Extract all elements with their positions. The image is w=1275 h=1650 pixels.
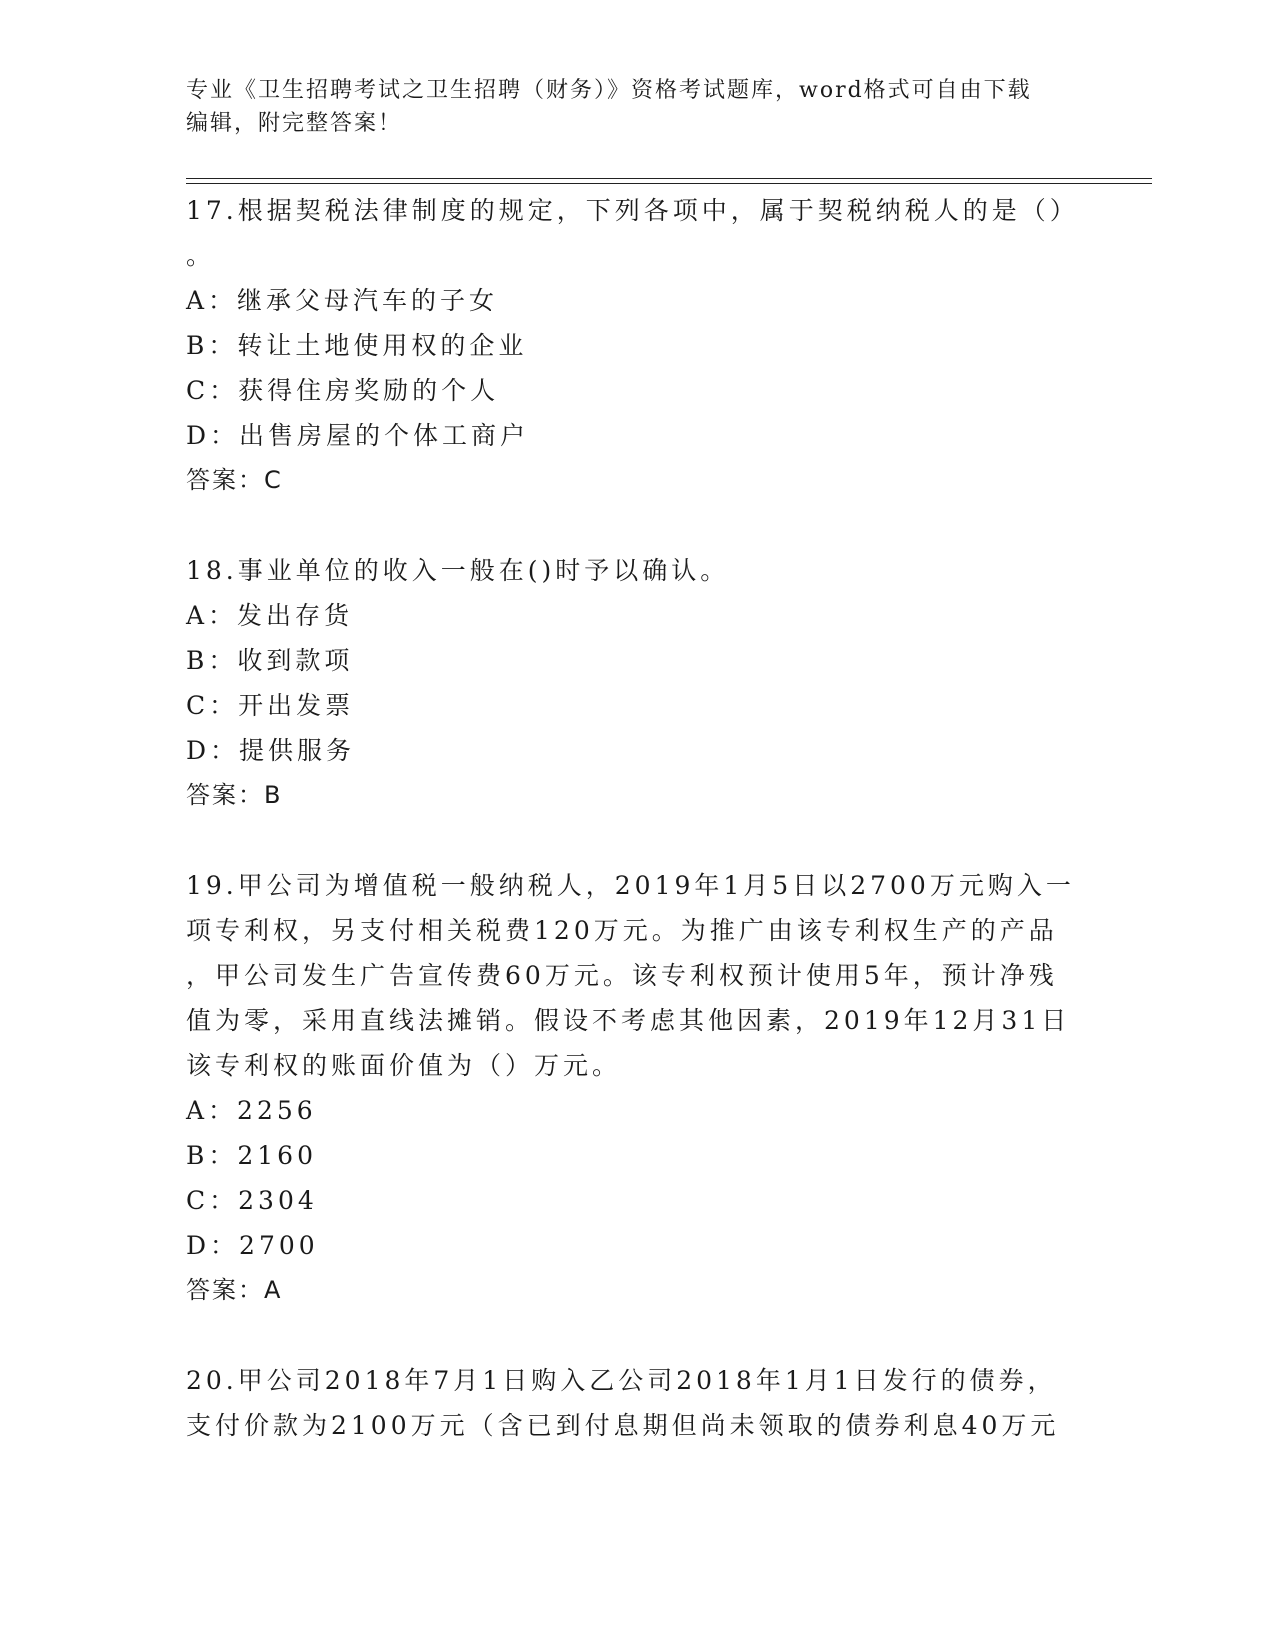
question-19 [186,863,1076,1313]
question-stem-line: 项专利权，另支付相关税费120万元。为推广由该专利权生产的产品 [186,916,1058,945]
question-stem-line: 。 [186,241,216,270]
question-stem-line: 17.根据契税法律制度的规定，下列各项中，属于契税纳税人的是（） [186,196,1079,225]
question-stem-line: 20.甲公司2018年7月1日购入乙公司2018年1月1日发行的债券， [186,1366,1057,1395]
option-c: C：开出发票 [186,691,355,720]
option-a: A：发出存货 [186,601,354,630]
option-a: A：继承父母汽车的子女 [186,286,499,315]
header-line-2: 编辑，附完整答案！ [186,111,403,136]
header-divider-bottom [186,183,1152,184]
answer-text: 答案：B [186,781,283,809]
question-stem-line: 该专利权的账面价值为（）万元。 [186,1051,622,1080]
answer-text: 答案：C [186,466,283,494]
answer-text: 答案：A [186,1276,283,1304]
option-d: D：2700 [186,1231,319,1260]
option-b: B：收到款项 [186,646,354,675]
question-list [186,188,1079,1448]
question-stem-line: 19.甲公司为增值税一般纳税人，2019年1月5日以2700万元购入一 [186,871,1075,900]
option-b: B：转让土地使用权的企业 [186,331,528,360]
question-20 [186,1358,1076,1448]
header-line-1: 专业《卫生招聘考试之卫生招聘（财务）》资格考试题库，word格式可自由下载 [186,78,1032,103]
option-a: A：2256 [186,1096,317,1125]
question-stem-line: 支付价款为2100万元（含已到付息期但尚未领取的债券利息40万元 [186,1411,1060,1440]
option-c: C：2304 [186,1186,318,1215]
question-stem-line: ，甲公司发生广告宣传费60万元。该专利权预计使用5年，预计净残 [186,961,1058,990]
header-divider-top [186,178,1152,179]
question-17 [186,188,1079,503]
document-header [186,74,1086,140]
option-d: D：提供服务 [186,736,356,765]
question-18 [186,548,1076,818]
option-b: B：2160 [186,1141,317,1170]
option-c: C：获得住房奖励的个人 [186,376,500,405]
option-d: D：出售房屋的个体工商户 [186,421,530,450]
question-stem-line: 值为零，采用直线法摊销。假设不考虑其他因素，2019年12月31日 [186,1006,1071,1035]
question-stem-line: 18.事业单位的收入一般在()时予以确认。 [186,556,730,585]
